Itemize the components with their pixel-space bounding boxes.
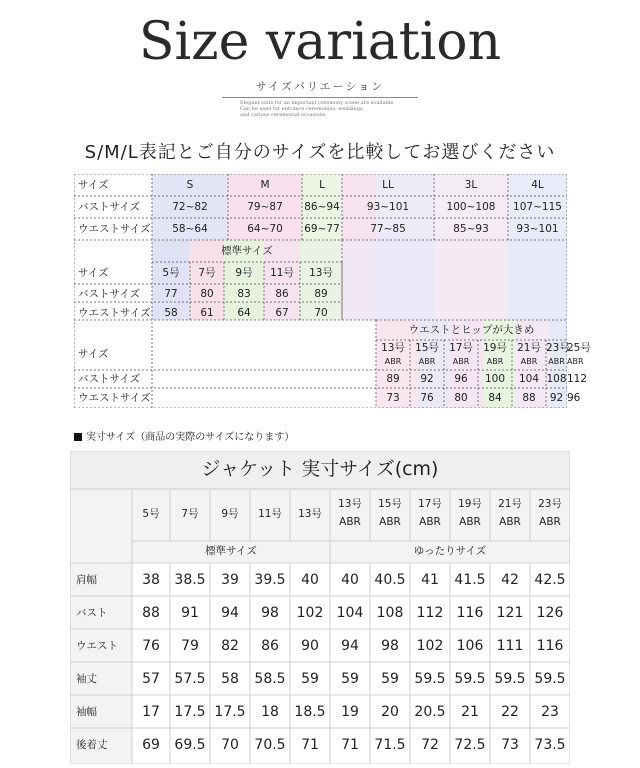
measurement-value: 106 <box>456 638 484 654</box>
measurement-value: 39 <box>221 572 239 588</box>
size-header: M <box>260 179 270 191</box>
group-standard-label: 標準サイズ <box>205 545 257 557</box>
measurement-value: 102 <box>416 638 444 654</box>
measurement-value: 90 <box>301 638 319 654</box>
label-column <box>70 563 132 764</box>
jacket-table-title: ジャケット 実寸サイズ(cm) <box>201 458 439 480</box>
measurement-value: 42.5 <box>534 572 566 588</box>
column-tint <box>342 240 376 320</box>
size-header: 4L <box>531 179 544 191</box>
bust-range: 86~94 <box>304 201 340 213</box>
size-header: 13号 <box>298 508 322 520</box>
bust-range: 100~108 <box>446 201 496 213</box>
waist-value: 70 <box>314 307 328 319</box>
size-suffix: ABR <box>452 357 470 366</box>
size-header: L <box>319 179 325 191</box>
measurement-value: 116 <box>536 638 564 654</box>
waist-range: 58~64 <box>172 223 208 235</box>
size-suffix: ABR <box>548 357 565 366</box>
waist-value: 64 <box>237 307 251 319</box>
size-suffix: ABR <box>567 357 584 366</box>
column-tint <box>376 240 434 320</box>
waist-value: 80 <box>454 392 468 404</box>
size-header: 17号 <box>418 498 442 510</box>
measurement-value: 98 <box>381 638 399 654</box>
size-suffix: ABR <box>339 516 361 528</box>
bust-value: 112 <box>567 373 588 385</box>
measurement-value: 18.5 <box>294 704 326 720</box>
row-label: ウエストサイズ <box>78 307 151 319</box>
size-header: 21号 <box>517 342 541 354</box>
measurement-value: 71 <box>341 737 359 753</box>
measurement-value: 94 <box>221 605 239 621</box>
bust-value: 89 <box>386 373 400 385</box>
size-header: 7号 <box>181 508 199 520</box>
square-bullet-icon <box>74 433 82 441</box>
blank-cell <box>152 320 376 408</box>
measurement-label: 後着丈 <box>76 739 108 751</box>
measurement-value: 17.5 <box>174 704 206 720</box>
size-header: 23号 <box>538 498 562 510</box>
size-header: 5号 <box>142 508 160 520</box>
measurement-value: 76 <box>142 638 160 654</box>
standard-caption: 標準サイズ <box>221 245 273 257</box>
bust-value: 80 <box>200 288 214 300</box>
size-header: 13号 <box>309 267 333 279</box>
size-header: 25号 <box>567 342 591 354</box>
measurement-label: バスト <box>76 607 108 619</box>
measurement-label: 肩幅 <box>76 574 97 586</box>
measurement-value: 58 <box>221 671 239 687</box>
size-header: 17号 <box>449 342 473 354</box>
bust-value: 92 <box>420 373 434 385</box>
measurement-value: 59.5 <box>534 671 566 687</box>
column-tint <box>508 240 567 320</box>
size-comparison-table <box>74 174 591 408</box>
size-header: 9号 <box>235 267 253 279</box>
jacket-measurement-table <box>70 451 570 764</box>
measurement-value: 59.5 <box>454 671 486 687</box>
measurement-value: 69.5 <box>174 737 206 753</box>
column-tint <box>434 240 508 320</box>
measurement-value: 72 <box>421 737 439 753</box>
page-title: Size variation <box>138 12 502 72</box>
size-header: 19号 <box>458 498 482 510</box>
measurement-value: 41.5 <box>454 572 486 588</box>
measurement-value: 58.5 <box>254 671 286 687</box>
size-suffix: ABR <box>459 516 481 528</box>
measurement-value: 108 <box>376 605 404 621</box>
size-suffix: ABR <box>379 516 401 528</box>
row-label: バストサイズ <box>78 288 141 300</box>
measurement-value: 94 <box>341 638 359 654</box>
measurement-value: 21 <box>461 704 479 720</box>
measurement-value: 102 <box>296 605 324 621</box>
row-label: サイズ <box>78 348 109 360</box>
group-relaxed-label: ゆったりサイズ <box>413 545 487 557</box>
size-header: 7号 <box>198 267 216 279</box>
size-header: 13号 <box>338 498 362 510</box>
measurement-value: 59 <box>341 671 359 687</box>
waist-range: 85~93 <box>453 223 489 235</box>
measurement-label: 袖丈 <box>76 673 97 685</box>
measurement-value: 98 <box>261 605 279 621</box>
measurement-value: 59 <box>381 671 399 687</box>
actual-size-note: 実寸サイズ（商品の実際のサイズになります） <box>74 428 294 443</box>
title-divider <box>222 97 418 98</box>
waist-value: 84 <box>488 392 502 404</box>
bust-range: 107~115 <box>513 201 562 213</box>
measurement-value: 41 <box>421 572 439 588</box>
measurement-value: 71 <box>301 737 319 753</box>
bust-range: 72~82 <box>172 201 208 213</box>
size-header: 19号 <box>483 342 507 354</box>
row-label: ウエストサイズ <box>78 392 151 404</box>
measurement-value: 126 <box>536 605 564 621</box>
measurement-value: 59.5 <box>494 671 526 687</box>
size-suffix: ABR <box>539 516 561 528</box>
size-header: 15号 <box>415 342 439 354</box>
measurement-value: 70 <box>221 737 239 753</box>
measurement-value: 72.5 <box>454 737 486 753</box>
bust-range: 93~101 <box>366 201 410 213</box>
abr-caption: ウエストとヒップが大きめ <box>408 324 535 336</box>
size-suffix: ABR <box>418 357 436 366</box>
size-header: 15号 <box>378 498 402 510</box>
measurement-value: 88 <box>142 605 160 621</box>
measurement-value: 91 <box>181 605 199 621</box>
waist-value: 67 <box>275 307 289 319</box>
bust-value: 104 <box>518 373 540 385</box>
waist-value: 92 <box>549 392 564 404</box>
bust-range: 79~87 <box>247 201 283 213</box>
waist-range: 93~101 <box>516 223 559 235</box>
row-label: サイズ <box>78 179 109 191</box>
measurement-value: 40 <box>301 572 319 588</box>
bust-value: 108 <box>546 373 567 385</box>
size-header: 3L <box>464 179 478 191</box>
size-suffix: ABR <box>520 357 538 366</box>
measurement-value: 86 <box>261 638 279 654</box>
size-header: 13号 <box>381 342 405 354</box>
measurement-value: 17.5 <box>214 704 246 720</box>
measurement-label: ウエスト <box>76 640 118 652</box>
measurement-value: 112 <box>416 605 444 621</box>
bust-value: 100 <box>484 373 506 385</box>
size-header: 11号 <box>258 508 282 520</box>
measurement-value: 19 <box>341 704 359 720</box>
row-label: バストサイズ <box>78 373 141 385</box>
size-header: 5号 <box>162 267 180 279</box>
measurement-value: 23 <box>541 704 559 720</box>
measurement-value: 40 <box>341 572 359 588</box>
measurement-value: 40.5 <box>374 572 406 588</box>
size-header: S <box>186 179 194 191</box>
measurement-value: 57 <box>142 671 160 687</box>
size-suffix: ABR <box>486 357 504 366</box>
row-label: サイズ <box>78 267 109 279</box>
waist-value: 88 <box>522 392 536 404</box>
waist-value: 61 <box>200 307 214 319</box>
bust-value: 86 <box>275 288 289 300</box>
measurement-value: 22 <box>501 704 519 720</box>
page-subtitle: サイズバリエーション <box>255 80 385 93</box>
measurement-value: 71.5 <box>374 737 406 753</box>
bust-value: 83 <box>237 288 251 300</box>
measurement-value: 82 <box>221 638 239 654</box>
measurement-value: 42 <box>501 572 519 588</box>
measurement-value: 70.5 <box>254 737 286 753</box>
waist-range: 77~85 <box>370 223 406 235</box>
measurement-value: 18 <box>261 704 279 720</box>
measurement-value: 38 <box>142 572 160 588</box>
measurement-value: 69 <box>142 737 160 753</box>
waist-range: 64~70 <box>247 223 283 235</box>
measurement-value: 73.5 <box>534 737 566 753</box>
size-header: 23号 <box>546 342 570 354</box>
measurement-value: 121 <box>496 605 524 621</box>
measurement-value: 38.5 <box>174 572 206 588</box>
fine-print: Elegant suits for an important ceremony scene are available Can be used for entrance ceremonies, weddings, and various ceremonial occasions <box>240 100 394 118</box>
measurement-value: 79 <box>181 638 199 654</box>
measurement-value: 39.5 <box>254 572 286 588</box>
size-header: 9号 <box>221 508 239 520</box>
size-comparison-headline: S/M/L表記とご自分のサイズを比較してお選びください <box>84 142 556 163</box>
measurement-value: 20.5 <box>414 704 446 720</box>
measurement-value: 111 <box>496 638 524 654</box>
waist-value: 73 <box>386 392 400 404</box>
bust-value: 89 <box>314 288 328 300</box>
row-label: バストサイズ <box>78 201 141 213</box>
measurement-value: 57.5 <box>174 671 206 687</box>
size-header: 11号 <box>270 267 294 279</box>
measurement-value: 59 <box>301 671 319 687</box>
measurement-label: 袖幅 <box>76 706 97 718</box>
size-suffix: ABR <box>499 516 521 528</box>
measurement-value: 73 <box>501 737 519 753</box>
bust-value: 96 <box>454 373 468 385</box>
bust-value: 77 <box>164 288 178 300</box>
measurement-value: 104 <box>336 605 364 621</box>
waist-value: 76 <box>420 392 434 404</box>
measurement-value: 59.5 <box>414 671 446 687</box>
size-suffix: ABR <box>384 357 402 366</box>
waist-value: 58 <box>164 307 178 319</box>
measurement-value: 17 <box>142 704 160 720</box>
waist-value: 96 <box>567 392 581 404</box>
size-suffix: ABR <box>419 516 441 528</box>
measurement-value: 20 <box>381 704 399 720</box>
waist-range: 69~77 <box>304 223 340 235</box>
size-header: LL <box>382 179 394 191</box>
measurement-value: 116 <box>456 605 484 621</box>
size-header: 21号 <box>498 498 522 510</box>
row-label: ウエストサイズ <box>78 223 151 235</box>
